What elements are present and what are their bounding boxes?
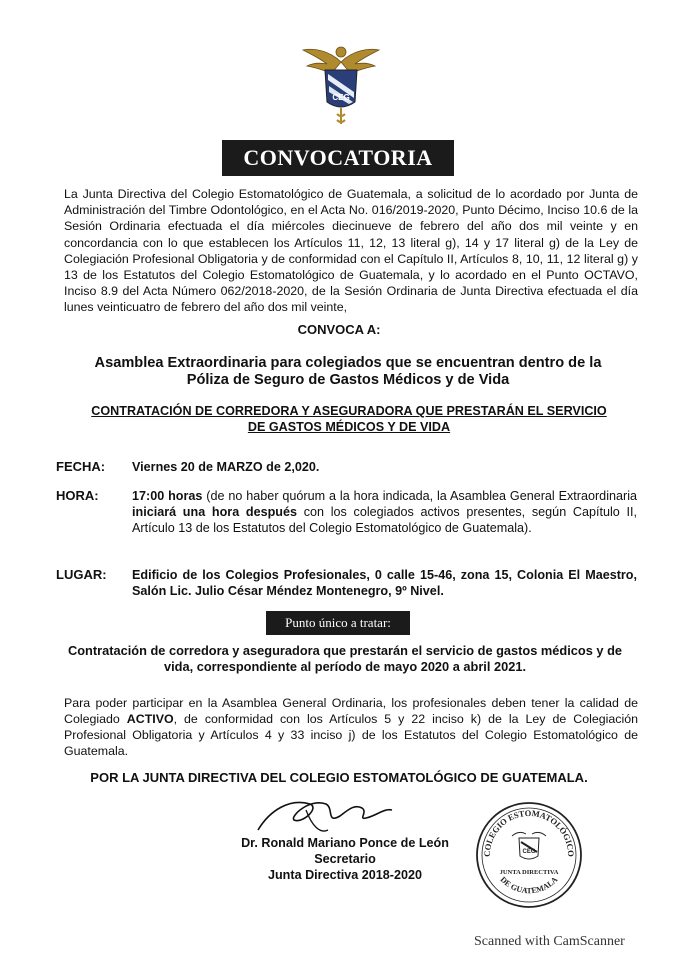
lugar-value: Edificio de los Colegios Profesionales, 0 calle 15-46, zona 15, Colonia El Maestro, Salón Lic. Julio César Méndez Montenegro, 9º Nivel.: [132, 568, 637, 598]
seal-initials: CEG: [522, 849, 536, 855]
punto-unico-text: [50, 643, 640, 675]
seal-middle-text: JUNTA DIRECTIVA: [499, 869, 559, 876]
fecha-value: Viernes 20 de MARZO de 2,020.: [132, 460, 320, 474]
convoca-heading: CONVOCA A:: [297, 322, 381, 337]
punto-unico-line1: Contratación de corredora y aseguradora que prestarán el servicio de gastos médicos y de: [67, 643, 622, 658]
assembly-title: [58, 355, 638, 389]
svg-text:DE GUATEMALA: [499, 875, 560, 895]
official-seal: [474, 800, 584, 910]
signer-name: Dr. Ronald Mariano Ponce de León: [241, 836, 449, 850]
participation-paragraph: [64, 695, 638, 759]
seal-top-text: COLEGIO ESTOMATOLÓGICO: [481, 807, 577, 857]
assembly-title-line1: Asamblea Extraordinaria para colegiados que se encuentran dentro de la: [94, 355, 602, 371]
participation-text2: , de conformidad con los Artículos 5 y 22 inciso k) de la Ley de Colegiación Profesional Obligatoria y Artículos 4 y 33 inciso j) de los Estatutos del Colegio Estomatológico de Guatemala.: [64, 712, 638, 758]
intro-paragraph: La Junta Directiva del Colegio Estomatológico de Guatemala, a solicitud de lo acordado por Junta de Administración del Timbre Odontológico, en el Acta No. 016/2019-2020, Punto Décimo, Inciso 10.6 de la Sesión Ordinaria efectuada el día miércoles diecinueve de febrero del año dos mil veinte y en concordancia con lo que establecen los Artículos 11, 12, 13 literal g), 14 y 17 literal g) de la Ley de Colegiación Profesional Obligatoria y de conformidad con el Capítulo II, Artículos 8, 10, 11, 12 literal g) y 13 de los Estatutos del Colegio Estomatológico de Guatemala, y lo acordado en el Punto OCTAVO, Inciso 8.9 del Acta Número 062/2018-2020, de la Sesión Ordinaria de Junta Directiva efectuada el día lunes veinticuatro de febrero del año dos mil veinte,: [64, 187, 638, 315]
signer-period: Junta Directiva 2018-2020: [267, 868, 422, 882]
contract-subtitle: [60, 404, 638, 435]
college-logo: [301, 40, 381, 130]
seal-bottom-text: DE GUATEMALA: [498, 874, 560, 896]
hora-text2: con los colegiados activos presentes, según Capítulo II, Artículo 13 de los Estatutos del Colegio Estomatológico de Guatemala).: [132, 505, 638, 535]
signer-title: Secretario: [314, 852, 376, 866]
hora-text1: (de no haber quórum a la hora indicada, la Asamblea General Extraordinaria: [202, 489, 637, 503]
lugar-label: LUGAR:: [56, 567, 107, 582]
punto-unico-banner: Punto único a tratar:: [266, 611, 410, 635]
hora-emphasis: iniciará una hora después: [132, 505, 298, 519]
contract-subtitle-line2: DE GASTOS MÉDICOS Y DE VIDA: [247, 419, 451, 434]
hora-label: HORA:: [56, 488, 99, 503]
convocatoria-banner: CONVOCATORIA: [222, 140, 454, 176]
participation-activo: ACTIVO: [126, 712, 174, 726]
punto-unico-line2: vida, correspondiente al período de mayo 2020 a abril 2021.: [163, 659, 526, 674]
scanner-watermark: Scanned with CamScanner: [474, 934, 625, 949]
fecha-label: FECHA:: [56, 459, 106, 474]
svg-text:CEG: CEG: [332, 93, 350, 102]
assembly-title-line2: Póliza de Seguro de Gastos Médicos y de Vida: [186, 372, 510, 388]
hora-value: [132, 488, 637, 536]
hora-time: 17:00 horas: [132, 489, 203, 503]
signer-block: [215, 835, 475, 883]
contract-subtitle-line1: CONTRATACIÓN DE CORREDORA Y ASEGURADORA QUE PRESTARÁN EL SERVICIO: [91, 404, 607, 418]
participation-text1: Para poder participar en la Asamblea General Ordinaria, los profesionales deben tener la calidad de Colegiado: [64, 696, 638, 726]
board-signature-heading: POR LA JUNTA DIRECTIVA DEL COLEGIO ESTOMATOLÓGICO DE GUATEMALA.: [90, 770, 588, 785]
